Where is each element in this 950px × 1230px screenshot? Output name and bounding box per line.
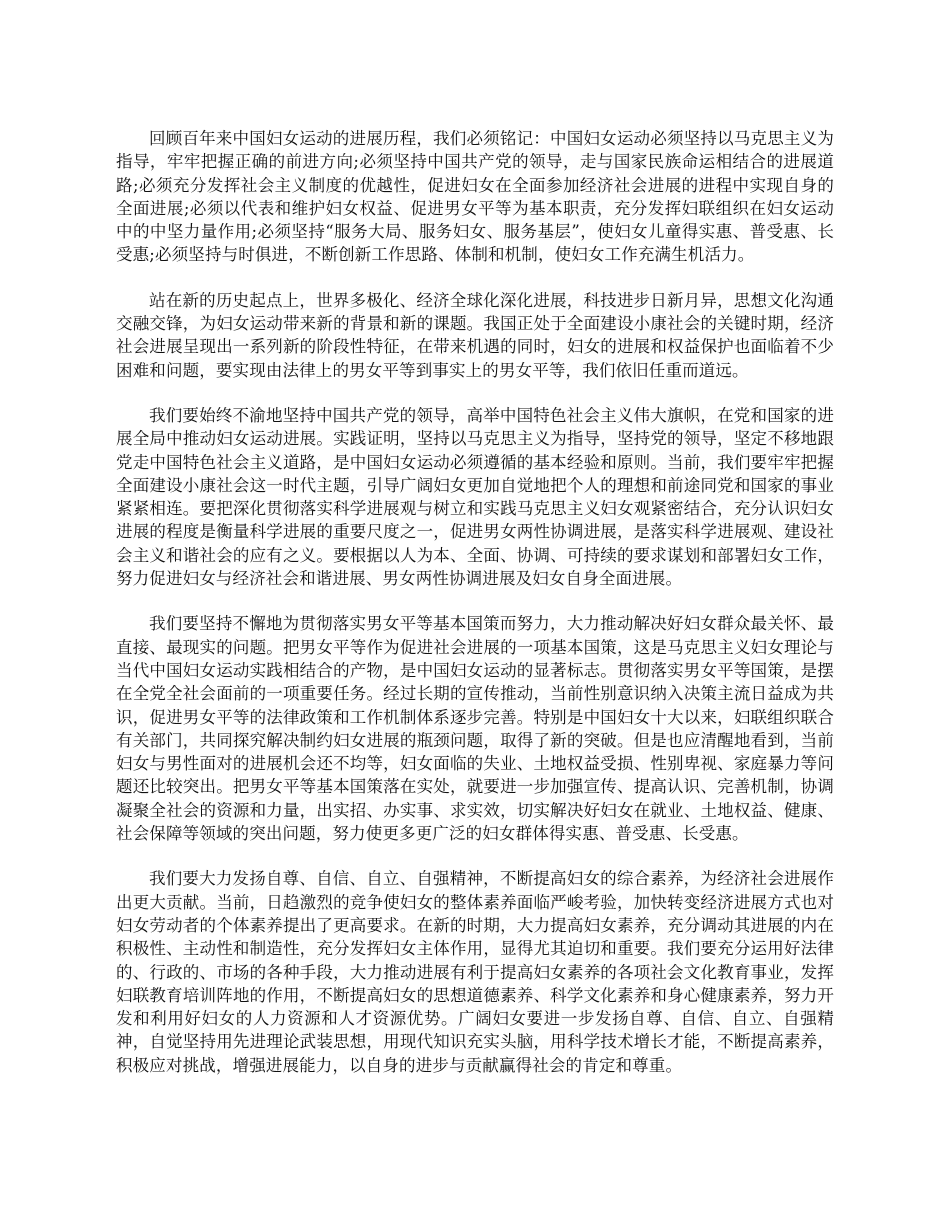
paragraph-1: 回顾百年来中国妇女运动的进展历程，我们必须铭记：中国妇女运动必须坚持以马克思主义为指导，牢牢把握正确的前进方向;必须坚持中国共产党的领导，走与国家民族命运相结合的进展道路;必须充分发挥社会主义制度的优越性，促进妇女在全面参加经济社会进展的进程中实现自身的全面进展;必须以代表和维护妇女权益、促进男女平等为基本职责，充分发挥妇联组织在妇女运动中的中坚力量作用;必须坚持“服务大局、服务妇女、服务基层”，使妇女儿童得实惠、普受惠、长受惠;必须坚持与时俱进，不断创新工作思路、体制和机制，使妇女工作充满生机活力。 (116, 129, 834, 265)
document-body (116, 127, 834, 1099)
paragraph-5: 我们要大力发扬自尊、自信、自立、自强精神，不断提高妇女的综合素养，为经济社会进展作出更大贡献。当前，日趋激烈的竞争使妇女的整体素养面临严峻考验，加快转变经济进展方式也对妇女劳动者的个体素养提出了更高要求。在新的时期，大力提高妇女素养，充分调动其进展的内在积极性、主动性和制造性，充分发挥妇女主体作用，显得尤其迫切和重要。我们要充分运用好法律的、行政的、市场的各种手段，大力推动进展有利于提高妇女素养的各项社会文化教育事业，发挥妇联教育培训阵地的作用，不断提高妇女的思想道德素养、科学文化素养和身心健康素养，努力开发和利用好妇女的人力资源和人才资源优势。广阔妇女要进一步发扬自尊、自信、自立、自强精神，自觉坚持用先进理论武装思想，用现代知识充实头脑，用科学技术增长才能，不断提高素养，积极应对挑战，增强进展能力，以自身的进步与贡献赢得社会的肯定和尊重。 (116, 869, 834, 1075)
paragraph-4: 我们要坚持不懈地为贯彻落实男女平等基本国策而努力，大力推动解决好妇女群众最关怀、最直接、最现实的问题。把男女平等作为促进社会进展的一项基本国策，这是马克思主义妇女理论与当代中国妇女运动实践相结合的产物，是中国妇女运动的显著标志。贯彻落实男女平等国策，是摆在全党全社会面前的一项重要任务。经过长期的宣传推动，当前性别意识纳入决策主流日益成为共识，促进男女平等的法律政策和工作机制体系逐步完善。特别是中国妇女十大以来，妇联组织联合有关部门，共同探究解决制约妇女进展的瓶颈问题，取得了新的突破。但是也应清醒地看到，当前妇女与男性面对的进展机会还不均等，妇女面临的失业、土地权益受损、性别卑视、家庭暴力等问题还比较突出。把男女平等基本国策落在实处，就要进一步加强宣传、提高认识、完善机制，协调凝聚全社会的资源和力量，出实招、办实事、求实效，切实解决好妇女在就业、土地权益、健康、社会保障等领域的突出问题，努力使更多更广泛的妇女群体得实惠、普受惠、长受惠。 (116, 614, 834, 844)
paragraph-2: 站在新的历史起点上，世界多极化、经济全球化深化进展，科技进步日新月异，思想文化沟通交融交锋，为妇女运动带来新的背景和新的课题。我国正处于全面建设小康社会的关键时期，经济社会进展呈现出一系列新的阶段性特征，在带来机遇的同时，妇女的进展和权益保护也面临着不少困难和问题，要实现由法律上的男女平等到事实上的男女平等，我们依旧任重而道远。 (116, 290, 834, 380)
paragraph-3: 我们要始终不渝地坚持中国共产党的领导，高举中国特色社会主义伟大旗帜，在党和国家的进展全局中推动妇女运动进展。实践证明，坚持以马克思主义为指导，坚持党的领导，坚定不移地跟党走中国特色社会主义道路，是中国妇女运动必须遵循的基本经验和原则。当前，我们要牢牢把握全面建设小康社会这一时代主题，引导广阔妇女更加自觉地把个人的理想和前途同党和国家的事业紧紧相连。要把深化贯彻落实科学进展观与树立和实践马克思主义妇女观紧密结合，充分认识妇女进展的程度是衡量科学进展的重要尺度之一，促进男女两性协调进展，是落实科学进展观、建设社会主义和谐社会的应有之义。要根据以人为本、全面、协调、可持续的要求谋划和部署妇女工作，努力促进妇女与经济社会和谐进展、男女两性协调进展及妇女自身全面进展。 (116, 405, 834, 589)
